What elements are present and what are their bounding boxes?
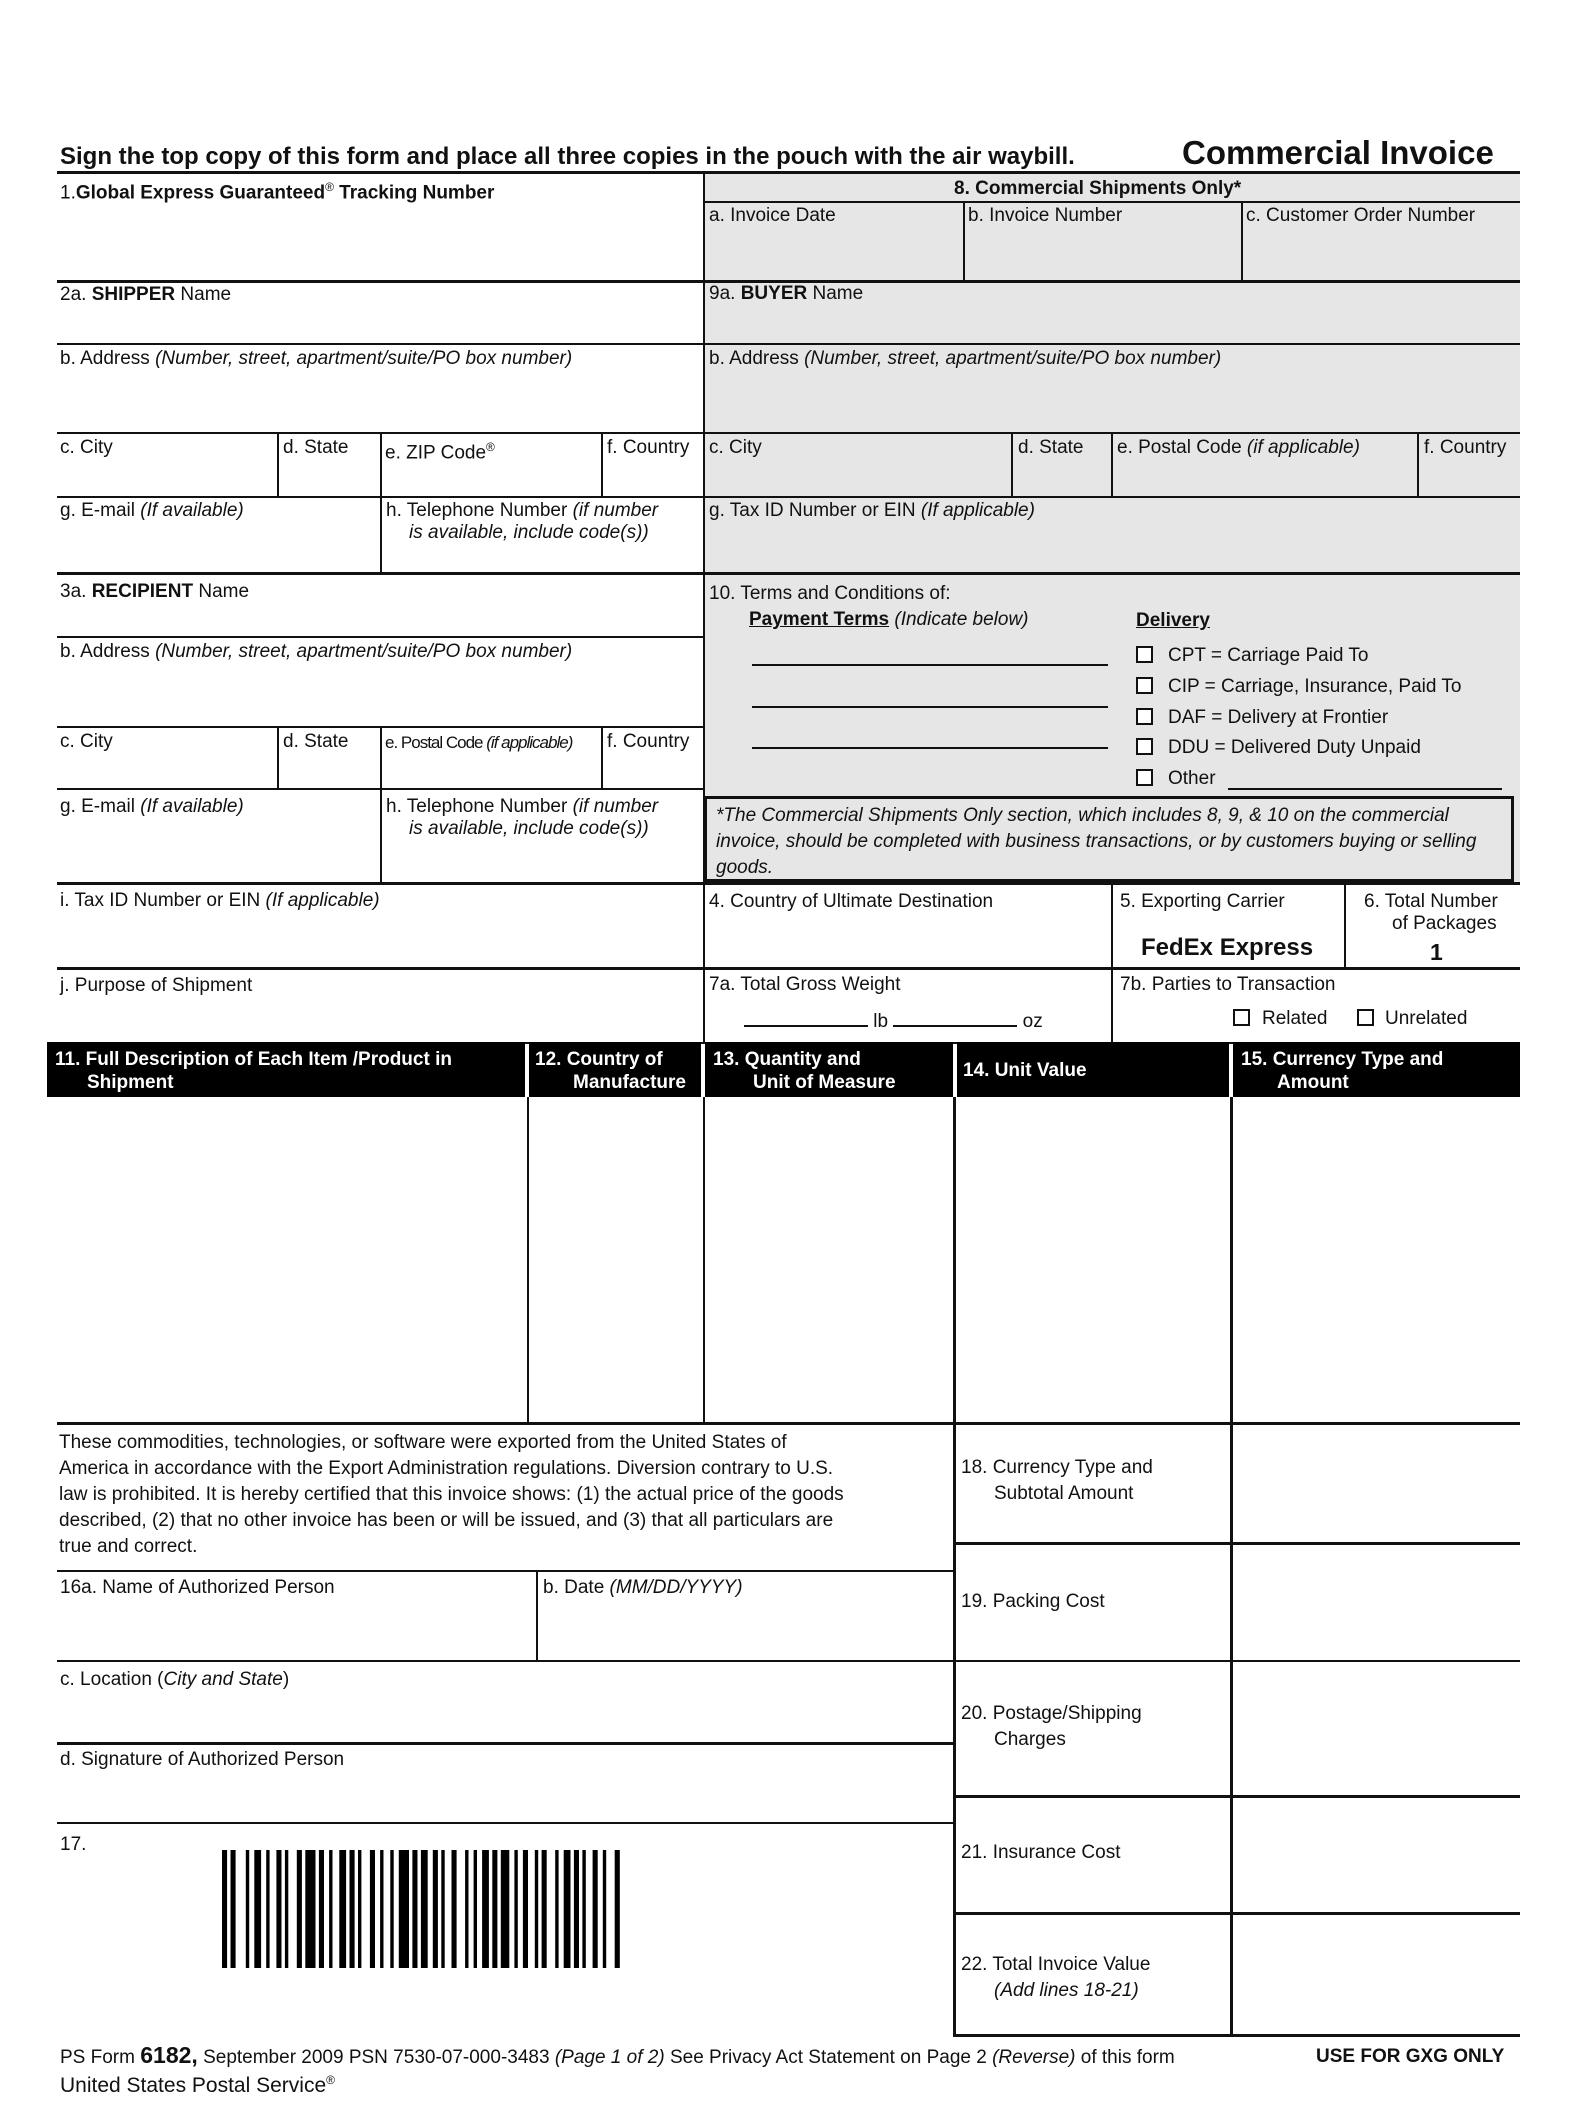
field-18-label: 18. Currency Type and [961,1457,1153,1478]
divider [57,496,1520,498]
divider [380,432,382,574]
shipper-zip-label: e. ZIP Code® [385,440,495,464]
gxg-only-label: USE FOR GXG ONLY [1316,2046,1505,2067]
divider [1011,432,1013,496]
cip-label: CIP = Carriage, Insurance, Paid To [1168,676,1462,697]
field-6-label: 6. Total Number [1364,891,1498,912]
field-20-label-2: Charges [994,1729,1066,1750]
field-6-label-2: of Packages [1392,913,1497,934]
certification-text: These commodities, technologies, or software were exported from the United States of America in accordance with the Export Administration regulations. Diversion contrary to U.S. law is prohibited. It is hereby certified that this invoice shows: (1) the actual price of the goods described, (2) that no other invoice has been or will be issued, and (3) that all particulars are true and correct. [59,1432,844,1557]
related-checkbox[interactable] [1233,1009,1250,1026]
recipient-phone-label-2: is available, include code(s)) [409,818,649,839]
field-5-label: 5. Exporting Carrier [1120,891,1285,912]
field-4-label: 4. Country of Ultimate Destination [709,891,994,912]
table-col-line [1230,1097,1233,2037]
divider [57,1822,953,1824]
location-label: c. Location (City and State) [60,1669,290,1690]
field-7a-label: 7a. Total Gross Weight [709,974,901,995]
field-22-label: 22. Total Invoice Value [961,1954,1151,1975]
divider [953,1542,1520,1545]
shipper-phone-label: h. Telephone Number (if number [386,500,659,521]
shipper-city-label: c. City [60,437,113,458]
divider [277,726,279,788]
payment-terms-line[interactable] [752,747,1108,749]
recipient-tax-label: i. Tax ID Number or EIN (If applicable) [60,890,380,911]
divider [963,201,965,281]
purpose-label: j. Purpose of Shipment [60,975,253,996]
recipient-country-label: f. Country [607,731,690,752]
ddu-label: DDU = Delivered Duty Unpaid [1168,737,1421,758]
divider [704,201,1520,203]
recipient-state-label: d. State [283,731,349,752]
buyer-name-label: 9a. BUYER Name [709,283,864,304]
divider [536,1570,538,1660]
ddu-checkbox[interactable] [1136,738,1153,755]
divider [1241,201,1243,281]
invoice-date-label: a. Invoice Date [709,205,836,226]
cip-checkbox[interactable] [1136,677,1153,694]
top-rule [57,171,1520,174]
form-instruction: Sign the top copy of this form and place all three copies in the pouch with the air waybill. [60,143,1075,170]
daf-checkbox[interactable] [1136,708,1153,725]
shipper-state-label: d. State [283,437,349,458]
divider [57,1422,1520,1425]
table-col-line [527,1097,529,1422]
divider [601,432,603,496]
divider [57,1570,953,1572]
unrelated-label: Unrelated [1385,1008,1468,1029]
payment-terms-label: Payment Terms (Indicate below) [749,609,1029,630]
cpt-checkbox[interactable] [1136,646,1153,663]
buyer-city-label: c. City [709,437,762,458]
shipper-country-label: f. Country [607,437,690,458]
weight-lb-input[interactable] [744,1007,868,1027]
divider [57,967,1520,970]
signature-label: d. Signature of Authorized Person [60,1749,345,1770]
divider [1111,432,1113,496]
recipient-email-label: g. E-mail (If available) [60,796,244,817]
field-20-label: 20. Postage/Shipping [961,1703,1142,1724]
delivery-label: Delivery [1136,610,1210,631]
field-19-label: 19. Packing Cost [961,1591,1105,1612]
customer-order-number-label: c. Customer Order Number [1246,205,1476,226]
payment-terms-line[interactable] [752,706,1108,708]
shipper-phone-label-2: is available, include code(s)) [409,522,649,543]
divider [703,171,705,1042]
payment-terms-line[interactable] [752,664,1108,666]
barcode [222,1850,762,1968]
divider [1417,432,1419,496]
buyer-tax-label: g. Tax ID Number or EIN (If applicable) [709,500,1035,521]
recipient-address-label: b. Address (Number, street, apartment/suite/PO box number) [60,641,573,662]
divider [953,2034,1520,2037]
usps-label: United States Postal Service® [60,2073,335,2097]
terms-title: 10. Terms and Conditions of: [709,583,951,604]
field-21-label: 21. Insurance Cost [961,1842,1121,1863]
buyer-country-label: f. Country [1424,437,1507,458]
unrelated-checkbox[interactable] [1357,1009,1374,1026]
other-label: Other [1168,768,1216,789]
buyer-state-label: d. State [1018,437,1084,458]
table-header-12: 12. Country of Manufacture [529,1042,701,1097]
form-title: Commercial Invoice [1182,134,1494,171]
divider [57,1660,1520,1662]
divider [57,572,1520,575]
field-8-title: 8. Commercial Shipments Only* [954,178,1242,199]
exporting-carrier-value: FedEx Express [1141,934,1314,961]
table-col-line [703,1097,705,1422]
total-packages-value: 1 [1430,939,1443,965]
shipper-name-label: 2a. SHIPPER Name [60,284,232,305]
weight-oz-input[interactable] [893,1007,1017,1027]
field-7b-label: 7b. Parties to Transaction [1120,974,1336,995]
date-label: b. Date (MM/DD/YYYY) [543,1577,743,1598]
divider [1344,884,1346,969]
related-label: Related [1262,1008,1328,1029]
cpt-label: CPT = Carriage Paid To [1168,645,1369,666]
shipper-address-label: b. Address (Number, street, apartment/suite/PO box number) [60,348,573,369]
authorized-name-label: 16a. Name of Authorized Person [60,1577,335,1598]
form-footer: PS Form 6182, September 2009 PSN 7530-07-000-3483 (Page 1 of 2) See Privacy Act Statement on Page 2 (Reverse) of this form [60,2042,1175,2068]
divider [1111,884,1113,1044]
divider [277,432,279,496]
other-checkbox[interactable] [1136,769,1153,786]
recipient-phone-label: h. Telephone Number (if number [386,796,659,817]
table-col-line [953,1097,956,2037]
table-header-13: 13. Quantity and Unit of Measure [705,1042,953,1097]
field-22-label-2: (Add lines 18-21) [994,1980,1139,2001]
recipient-name-label: 3a. RECIPIENT Name [60,581,250,602]
weight-fields: lb oz [744,1007,1043,1033]
divider [380,726,382,882]
divider [57,1742,953,1745]
divider [601,726,603,788]
commercial-note: *The Commercial Shipments Only section, which includes 8, 9, & 10 on the commercial invoice, should be completed with business transactions, or by customers buying or selling goods. [716,805,1477,878]
daf-label: DAF = Delivery at Frontier [1168,707,1389,728]
divider [953,1912,1520,1915]
other-line[interactable] [1228,788,1502,790]
invoice-number-label: b. Invoice Number [968,205,1123,226]
divider [953,1795,1520,1798]
recipient-city-label: c. City [60,731,113,752]
table-header-15: 15. Currency Type and Amount [1233,1042,1520,1097]
field-18-label-2: Subtotal Amount [994,1483,1134,1504]
buyer-address-label: b. Address (Number, street, apartment/suite/PO box number) [709,348,1222,369]
divider [57,343,1520,345]
buyer-postal-label: e. Postal Code (if applicable) [1117,437,1360,458]
table-header-11: 11. Full Description of Each Item /Product in Shipment [47,1042,525,1097]
table-header-14: 14. Unit Value [957,1042,1229,1097]
shipper-email-label: g. E-mail (If available) [60,500,244,521]
field-1-label: 1.Global Express Guaranteed® Tracking Number [60,180,495,204]
recipient-postal-label: e. Postal Code (if applicable) [385,733,573,752]
divider [57,882,1520,885]
divider [57,636,705,638]
field-17-label: 17. [60,1834,87,1855]
